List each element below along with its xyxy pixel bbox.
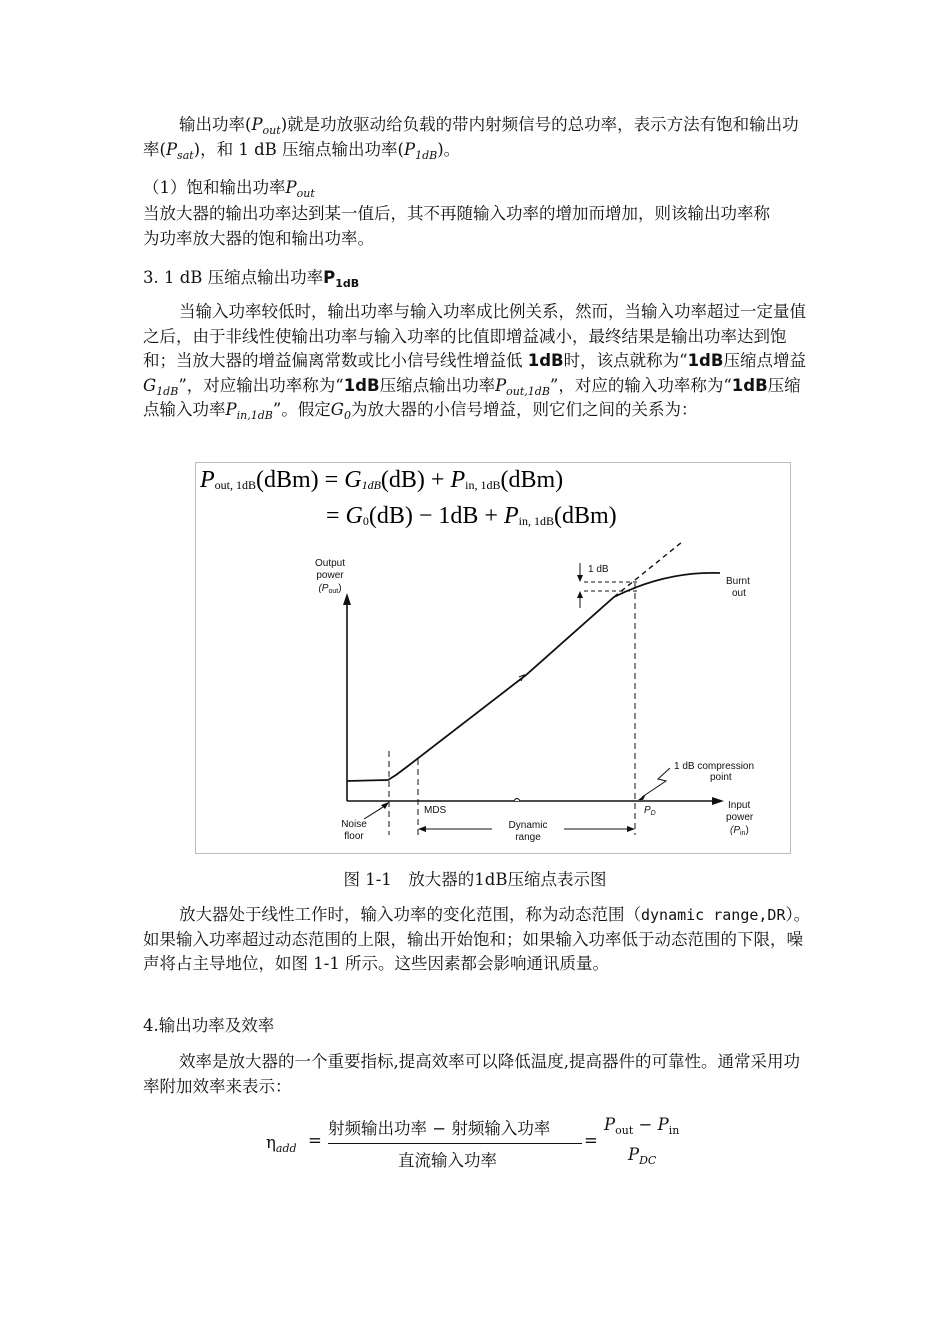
y-axis-label-1: Output	[314, 558, 346, 569]
numerator-symbols: $P_{out} - P_{in}$	[604, 1115, 680, 1137]
numerator-text: 射频输出功率 − 射频输入功率	[328, 1119, 551, 1138]
equation-line-1: Pout, 1dB(dBm) = G1dB(dB) + Pin, 1dB(dBm)	[200, 467, 564, 493]
noise-label-2: floor	[344, 831, 364, 842]
compression-figure	[195, 462, 791, 854]
burnt-label-1: Burnt	[726, 576, 750, 587]
denominator-symbols: $P_{DC}$	[628, 1145, 657, 1167]
section-1db-body: 当输入功率较低时，输出功率与输入功率成比例关系，然而，当输入功率超过一定量值之后，由于非线性使输出功率与输入功率的比值即增益减小，最终结果是输出功率达到饱和；当放大器的增益偏离常数或比小信号线性增益低 1dB时，该点就称为“1dB压缩点增益$G_{1dB}$”，对应输出功率称为“1dB压缩点输出功率$P_{out,1dB}$”，对应的输入功率称为“1dB压缩点输入功率$P_{in,1dB}$”。假定$G_0$为放大器的小信号增益，则它们之间的关系为：	[143, 302, 806, 422]
y-axis-arrow-icon	[343, 593, 351, 605]
section-saturated-heading: （1）饱和输出功率$P_{out}$	[143, 178, 315, 200]
dynamic-right-arrow-icon	[627, 826, 635, 832]
y-axis-label-3: $(P_{out})$	[318, 583, 342, 595]
power-curve	[347, 573, 720, 781]
compression-pointer-icon	[642, 768, 670, 797]
noise-label-1: Noise	[341, 819, 367, 830]
axis-break-icon	[514, 799, 520, 802]
db-label: 1 dB	[588, 564, 609, 575]
section-efficiency-heading: 4.输出功率及效率	[143, 1016, 275, 1035]
pae-formula: $\eta_{add}$ = 射频输出功率 − 射频输入功率 直流输入功率 = $P_{out} - P_{in}$ $P_{DC}$	[266, 1115, 680, 1170]
y-axis-label-2: power	[316, 570, 344, 581]
compression-label-1: 1 dB compression	[674, 761, 755, 772]
compression-label-2: point	[710, 772, 732, 783]
equals-1: =	[308, 1131, 322, 1150]
dynamic-range-paragraph: 放大器处于线性工作时，输入功率的变化范围，称为动态范围（dynamic range,DR）。如果输入功率超过动态范围的上限，输出开始饱和；如果输入功率低于动态范围的下限，噪声将占主导地位，如图 1-1 所示。这些因素都会影响通讯质量。	[143, 905, 811, 973]
dynamic-label-1: Dynamic	[508, 820, 548, 831]
denominator-text: 直流输入功率	[398, 1151, 497, 1170]
mds-label: MDS	[424, 805, 447, 816]
intro-paragraph: 输出功率$(P_{out})$就是功放驱动给负载的带内射频信号的总功率，表示方法有饱和输出功率$(P_{sat})$，和 1 dB 压缩点输出功率$(P_{1dB})$。	[143, 115, 799, 162]
dynamic-left-arrow-icon	[418, 826, 426, 832]
equation-line-2: = G0(dB) − 1dB + Pin, 1dB(dBm)	[326, 503, 617, 529]
linear-extension	[614, 542, 682, 597]
figure-caption: 图 1-1 放大器的1dB压缩点表示图	[343, 870, 607, 889]
equals-2: =	[584, 1131, 598, 1150]
dynamic-label-2: range	[515, 832, 541, 843]
x-axis-label-1: Input	[728, 800, 751, 811]
section-saturated-body: 当放大器的输出功率达到某一值后，其不再随输入功率的增加而增加，则该输出功率称为功率放大器的饱和输出功率。	[143, 204, 770, 248]
eta-symbol: η	[266, 1133, 276, 1152]
x-axis-label-2: power	[726, 812, 754, 823]
x-axis-label-3: $(P_{in})$	[730, 825, 749, 837]
section-efficiency-body: 效率是放大器的一个重要指标,提高效率可以降低温度,提高器件的可靠性。通常采用功率附加效率来表示：	[143, 1052, 800, 1096]
fraction-bar	[328, 1143, 582, 1144]
compression-diagram	[196, 463, 790, 853]
noise-pointer-icon	[364, 805, 386, 819]
x-axis-arrow-icon	[712, 797, 724, 805]
burnt-label-2: out	[732, 588, 746, 599]
pd-label: $P_D$	[644, 805, 656, 817]
section-1db-heading: 3. 1 dB 压缩点输出功率$P_{1dB}$	[143, 268, 360, 290]
